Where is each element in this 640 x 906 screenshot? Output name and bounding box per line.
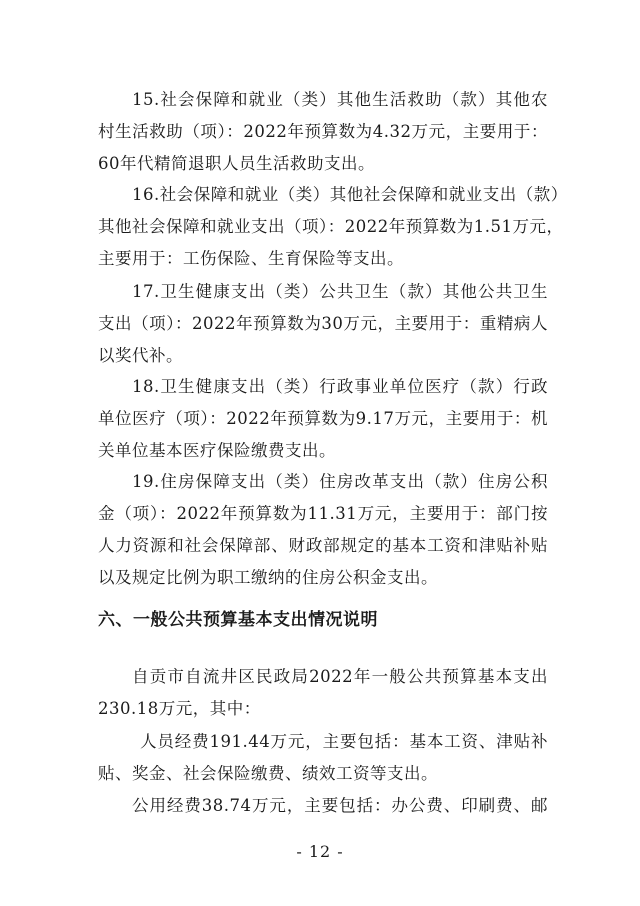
personnel-line-1: 人员经费191.44万元，主要包括：基本工资、津贴补 bbox=[140, 732, 548, 751]
item-18-line-1: 18.卫生健康支出（类）行政事业单位医疗（款）行政 bbox=[132, 377, 548, 396]
item-19-line-4: 以及规定比例为职工缴纳的住房公积金支出。 bbox=[98, 568, 438, 587]
item-17-line-3: 以奖代补。 bbox=[98, 346, 183, 365]
item-16-line-3: 主要用于：工伤保险、生育保险等支出。 bbox=[98, 249, 404, 268]
item-17-line-2: 支出（项）：2022年预算数为30万元，主要用于：重精病人 bbox=[98, 314, 548, 333]
item-16-line-2: 其他社会保障和就业支出（项）：2022年预算数为1.51万元， bbox=[98, 217, 564, 236]
item-18-line-3: 关单位基本医疗保险缴费支出。 bbox=[98, 441, 336, 460]
public-line-1: 公用经费38.74万元，主要包括：办公费、印刷费、邮 bbox=[132, 796, 548, 815]
item-19-line-2: 金（项）：2022年预算数为11.31万元，主要用于：部门按 bbox=[98, 504, 548, 523]
item-17-line-1: 17.卫生健康支出（类）公共卫生（款）其他公共卫生 bbox=[132, 282, 548, 301]
section-heading: 六、一般公共预算基本支出情况说明 bbox=[98, 610, 378, 630]
summary-line-1: 自贡市自流井区民政局2022年一般公共预算基本支出 bbox=[132, 667, 548, 686]
personnel-line-2: 贴、奖金、社会保险缴费、绩效工资等支出。 bbox=[98, 764, 438, 783]
item-18-line-2: 单位医疗（项）：2022年预算数为9.17万元，主要用于：机 bbox=[98, 409, 548, 428]
item-15-line-2: 村生活救助（项）：2022年预算数为4.32万元，主要用于： bbox=[98, 122, 548, 141]
item-19-line-3: 人力资源和社会保障部、财政部规定的基本工资和津贴补贴 bbox=[98, 536, 548, 555]
page-number: - 12 - bbox=[296, 842, 344, 861]
item-15-line-3: 60年代精简退职人员生活救助支出。 bbox=[98, 154, 375, 173]
item-19-line-1: 19.住房保障支出（类）住房改革支出（款）住房公积 bbox=[132, 472, 548, 491]
item-15-line-1: 15.社会保障和就业（类）其他生活救助（款）其他农 bbox=[132, 90, 548, 109]
item-16-line-1: 16.社会保障和就业（类）其他社会保障和就业支出（款） bbox=[132, 185, 568, 204]
summary-line-2: 230.18万元，其中： bbox=[98, 699, 261, 718]
